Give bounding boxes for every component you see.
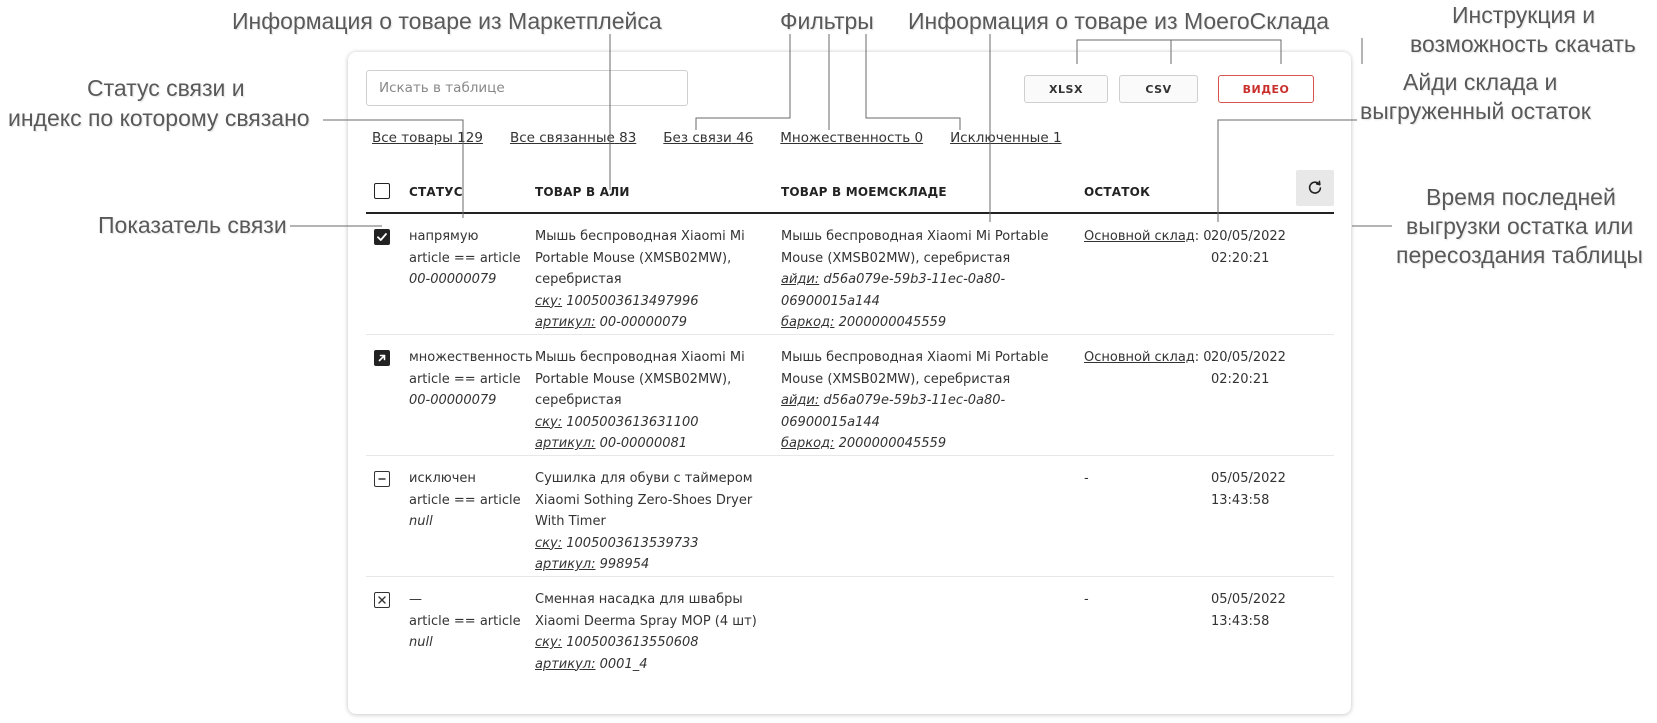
- minus-icon: [376, 473, 388, 485]
- check-icon: [376, 231, 388, 243]
- ali-product-cell: Сменная насадка для швабры Xiaomi Deerma Spray MOP (4 шт) ску: 1005003613550608 артикул: 0001_4: [535, 592, 757, 672]
- annotation-time-3: пересоздания таблицы: [1396, 242, 1643, 268]
- status-cell: исключен article == article null: [409, 471, 521, 529]
- multiple-link-indicator[interactable]: [374, 350, 390, 366]
- annotation-status-1: Статус связи и: [87, 75, 245, 101]
- column-header-ali: ТОВАР В АЛИ: [535, 185, 630, 199]
- stock-cell: -: [1084, 592, 1089, 607]
- moysklad-product-cell: Мышь беспроводная Xiaomi Mi Portable Mouse (XMSB02MW), серебристая айди: d56a079e-59b3-11ec-0a80-06900015a144 баркод: 2000000045559: [781, 229, 1049, 330]
- annotation-moysklad: Информация о товаре из МоегоСклада: [908, 8, 1329, 34]
- stock-cell: Основной склад: 0: [1084, 350, 1212, 365]
- time-cell: 05/05/2022 13:43:58: [1211, 592, 1286, 629]
- moysklad-product-cell: Мышь беспроводная Xiaomi Mi Portable Mouse (XMSB02MW), серебристая айди: d56a079e-59b3-11ec-0a80-06900015a144 баркод: 2000000045559: [781, 350, 1049, 451]
- table-row: [366, 456, 1334, 577]
- annotation-status-2: индекс по которому связано: [8, 105, 310, 131]
- status-cell: — article == article null: [409, 592, 521, 650]
- filter-bar: [372, 130, 1089, 146]
- annotation-warehouse-1: Айди склада и: [1403, 69, 1558, 95]
- export-csv-button[interactable]: CSV: [1119, 75, 1198, 103]
- select-all-checkbox[interactable]: [374, 183, 390, 199]
- annotation-warehouse-2: выгруженный остаток: [1360, 98, 1591, 124]
- column-header-status: СТАТУС: [409, 185, 463, 199]
- video-instruction-button[interactable]: ВИДЕО: [1218, 75, 1314, 103]
- filter-excluded[interactable]: Исключенные 1: [950, 130, 1062, 146]
- export-xlsx-button[interactable]: XLSX: [1024, 75, 1108, 103]
- stock-cell: -: [1084, 471, 1089, 486]
- filter-multiple[interactable]: Множественность 0: [780, 130, 924, 146]
- annotation-link-indicator: Показатель связи: [98, 212, 287, 238]
- cross-icon: [376, 594, 388, 606]
- filter-unlinked[interactable]: Без связи 46: [663, 130, 754, 146]
- status-cell: множественность article == article 00-00000079: [409, 350, 533, 408]
- ali-product-cell: Мышь беспроводная Xiaomi Mi Portable Mouse (XMSB02MW), серебристая ску: 1005003613497996 артикул: 00-00000079: [535, 229, 745, 330]
- products-table-card: [348, 52, 1351, 714]
- annotation-filters: Фильтры: [780, 8, 874, 34]
- ali-product-cell: Сушилка для обуви с таймером Xiaomi Sothing Zero-Shoes Dryer With Timer ску: 1005003613539733 артикул: 998954: [535, 471, 753, 572]
- column-header-stock: ОСТАТОК: [1084, 185, 1151, 199]
- annotation-time-2: выгрузки остатка или: [1406, 213, 1634, 239]
- column-header-moysklad: ТОВАР В МОЕМСКЛАДЕ: [781, 185, 947, 199]
- table-row: [366, 577, 1334, 697]
- refresh-icon: [1307, 180, 1323, 196]
- unlinked-indicator[interactable]: [374, 592, 390, 608]
- linked-indicator[interactable]: [374, 229, 390, 245]
- time-cell: 20/05/2022 02:20:21: [1211, 229, 1286, 266]
- search-input[interactable]: [366, 70, 688, 106]
- excluded-indicator[interactable]: [374, 471, 390, 487]
- warehouse-link[interactable]: Основной склад: [1084, 229, 1195, 244]
- ali-product-cell: Мышь беспроводная Xiaomi Mi Portable Mouse (XMSB02MW), серебристая ску: 1005003613631100 артикул: 00-00000081: [535, 350, 745, 451]
- status-cell: напрямую article == article 00-00000079: [409, 229, 521, 287]
- time-cell: 20/05/2022 02:20:21: [1211, 350, 1286, 387]
- time-cell: 05/05/2022 13:43:58: [1211, 471, 1286, 508]
- warehouse-link[interactable]: Основной склад: [1084, 350, 1195, 365]
- filter-all-linked[interactable]: Все связанные 83: [509, 130, 637, 146]
- table-row: [366, 335, 1334, 456]
- filter-all-products[interactable]: Все товары 129: [372, 130, 483, 146]
- refresh-button[interactable]: [1296, 170, 1334, 206]
- annotation-instructions-2: возможность скачать: [1410, 31, 1636, 57]
- annotation-instructions-1: Инструкция и: [1452, 2, 1596, 28]
- annotation-time-1: Время последней: [1426, 184, 1616, 210]
- arrow-up-right-icon: [376, 352, 388, 364]
- table-row: [366, 214, 1334, 335]
- annotation-marketplace: Информация о товаре из Маркетплейса: [232, 8, 662, 34]
- stock-cell: Основной склад: 0: [1084, 229, 1212, 244]
